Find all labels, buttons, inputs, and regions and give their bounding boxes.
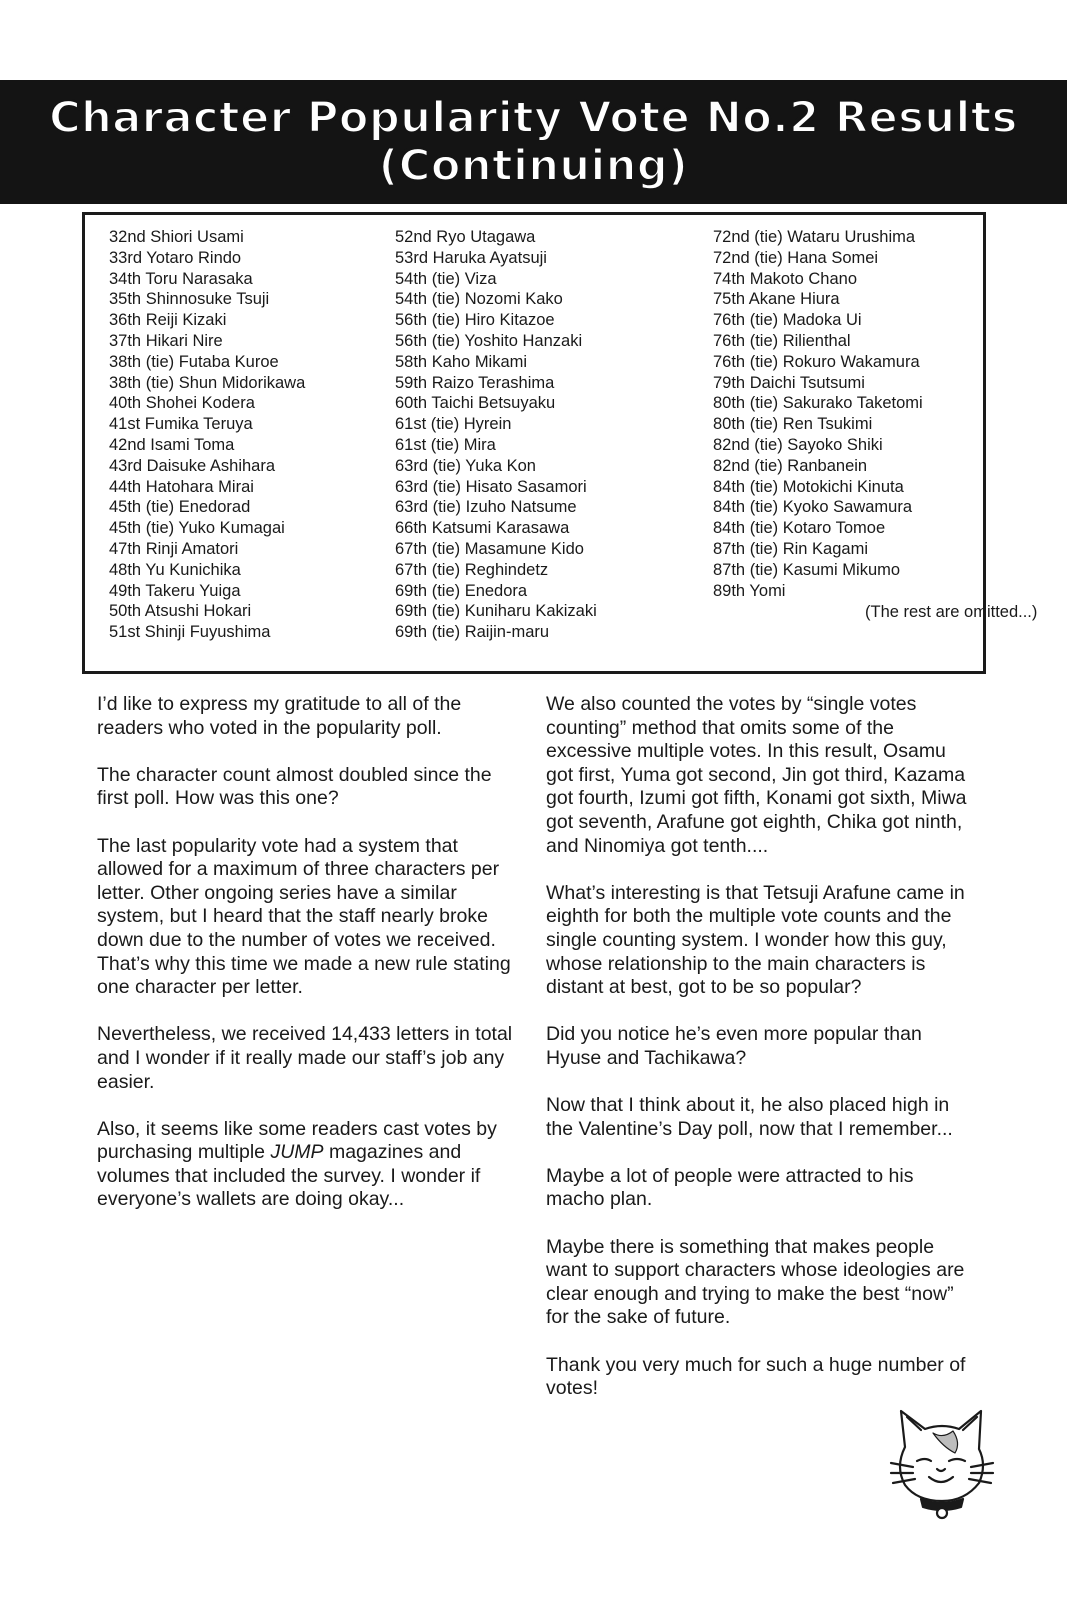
- ranking-entry: 63rd (tie) Hisato Sasamori: [395, 477, 587, 496]
- ranking-entry: 67th (tie) Masamune Kido: [395, 539, 584, 558]
- essay-right-column: [546, 693, 976, 1424]
- ranking-entry: 32nd Shiori Usami: [109, 228, 244, 246]
- essay-paragraph: [97, 1118, 517, 1212]
- essay-paragraph: Now that I think about it, he also placed high in the Valentine’s Day poll, now that I remember...: [546, 1094, 953, 1140]
- essay-text: magazines and volumes that included the survey. I wonder if everyone’s wallets are doing okay...: [97, 1141, 481, 1211]
- essay-paragraph: The character count almost doubled since the first poll. How was this one?: [97, 763, 492, 810]
- ranking-entry: 87th (tie) Rin Kagami: [713, 539, 868, 558]
- title-line-1: Character Popularity Vote No.2 Results: [49, 93, 1018, 143]
- ranking-entry: 38th (tie) Futaba Kuroe: [109, 352, 279, 371]
- ranking-entry: 51st Shinji Fuyushima: [109, 623, 271, 642]
- ranking-entry: 53rd Haruka Ayatsuji: [395, 248, 547, 267]
- ranking-entry: 54th (tie) Nozomi Kako: [395, 290, 563, 309]
- ranking-entry: 72nd (tie) Hana Somei: [713, 248, 879, 267]
- ranking-entry: 50th Atsushi Hokari: [109, 602, 252, 621]
- ranking-entry: 43rd Daisuke Ashihara: [109, 456, 276, 475]
- ranking-entry: 34th Toru Narasaka: [109, 269, 253, 288]
- ranking-entry: 58th Kaho Mikami: [395, 352, 528, 371]
- ranking-entry: 63rd (tie) Izuho Natsume: [395, 498, 577, 517]
- ranking-entry: 37th Hikari Nire: [109, 331, 223, 350]
- essay-paragraph: I’d like to express my gratitude to all of the readers who voted in the popularity poll.: [97, 693, 462, 739]
- essay-paragraph: Maybe a lot of people were attracted to his macho plan.: [546, 1164, 914, 1211]
- ranking-entry: 33rd Yotaro Rindo: [109, 248, 242, 267]
- ranking-entry: 45th (tie) Enedorad: [109, 498, 251, 517]
- ranking-entry: 74th Makoto Chano: [713, 269, 858, 288]
- ranking-entry: 40th Shohei Kodera: [109, 394, 255, 413]
- ranking-entry: 47th Rinji Amatori: [109, 539, 239, 558]
- essay-paragraph: Thank you very much for such a huge number of votes!: [546, 1353, 966, 1400]
- rankings-column-3: [713, 227, 923, 601]
- ranking-entry: 59th Raizo Terashima: [395, 373, 555, 392]
- ranking-entry: 44th Hatohara Mirai: [109, 477, 254, 496]
- ranking-entry: 82nd (tie) Sayoko Shiki: [713, 435, 883, 454]
- title-line-2: (Continuing): [378, 141, 689, 191]
- ranking-entry: 49th Takeru Yuiga: [109, 581, 241, 600]
- ranking-entry: 79th Daichi Tsutsumi: [713, 373, 865, 392]
- ranking-entry: 82nd (tie) Ranbanein: [713, 456, 868, 475]
- ranking-entry: 75th Akane Hiura: [713, 290, 840, 309]
- magazine-title: JUMP: [270, 1141, 324, 1164]
- ranking-entry: 38th (tie) Shun Midorikawa: [109, 373, 306, 392]
- ranking-entry: 76th (tie) Madoka Ui: [713, 311, 862, 330]
- ranking-entry: 76th (tie) Rilienthal: [713, 331, 851, 350]
- ranking-entry: 87th (tie) Kasumi Mikumo: [713, 560, 901, 579]
- rankings-column-1: [109, 227, 305, 643]
- ranking-entry: 84th (tie) Motokichi Kinuta: [713, 477, 904, 496]
- ranking-entry: 66th Katsumi Karasawa: [395, 519, 570, 538]
- essay-paragraph: What’s interesting is that Tetsuji Arafune came in eighth for both the multiple vote counts and the single counting system. I wonder how this guy, whose relationship to the main characters is distant at best, got to be so popular?: [546, 881, 965, 999]
- rankings-column-2: [395, 227, 597, 643]
- title-banner: [0, 80, 1067, 204]
- ranking-entry: 69th (tie) Kuniharu Kakizaki: [395, 602, 597, 621]
- ranking-entry: 42nd Isami Toma: [109, 435, 235, 454]
- ranking-entry: 63rd (tie) Yuka Kon: [395, 456, 536, 475]
- ranking-entry: 69th (tie) Raijin-maru: [395, 623, 550, 642]
- ranking-entry: 41st Fumika Teruya: [109, 415, 253, 434]
- essay-paragraph: Maybe there is something that makes people want to support characters whose ideologies are clear enough and trying to make the best “now” for the sake of future.: [546, 1235, 965, 1329]
- ranking-entry: 48th Yu Kunichika: [109, 560, 241, 579]
- ranking-entry: 56th (tie) Hiro Kitazoe: [395, 311, 555, 330]
- essay-paragraph: Nevertheless, we received 14,433 letters in total and I wonder if it really made our staff’s job any easier.: [97, 1023, 513, 1093]
- essay-paragraph: We also counted the votes by “single votes counting” method that omits some of the excessive multiple votes. In this result, Osamu got first, Yuma got second, Jin got third, Kazama got fourth, Izumi got fifth, Konami got sixth, Miwa got seventh, Arafune got eighth, Chika got ninth, and Ninomiya got tenth....: [546, 693, 967, 857]
- ranking-entry: 61st (tie) Hyrein: [395, 415, 512, 434]
- ranking-entry: 56th (tie) Yoshito Hanzaki: [395, 331, 583, 350]
- ranking-entry: 76th (tie) Rokuro Wakamura: [713, 352, 920, 371]
- ranking-entry: 84th (tie) Kyoko Sawamura: [713, 498, 913, 517]
- essay-paragraph: The last popularity vote had a system that allowed for a maximum of three characters per letter. Other ongoing series have a similar system, but I heard that the staff nearly broke down due to the number of votes we received. That’s why this time we made a new rule stating one character per letter.: [97, 834, 511, 999]
- ranking-entry: 69th (tie) Enedora: [395, 581, 528, 600]
- rankings-box: [82, 212, 1038, 674]
- ranking-entry: 61st (tie) Mira: [395, 435, 496, 454]
- essay-text: Also, it seems like some readers cast votes by purchasing multiple: [97, 1117, 497, 1164]
- ranking-entry: 84th (tie) Kotaro Tomoe: [713, 519, 886, 538]
- ranking-entry: 45th (tie) Yuko Kumagai: [109, 519, 285, 538]
- ranking-entry: 80th (tie) Ren Tsukimi: [713, 415, 873, 434]
- essay-left-paragraphs: [97, 693, 517, 1094]
- omitted-note: (The rest are omitted...): [865, 603, 1038, 621]
- ranking-entry: 52nd Ryo Utagawa: [395, 228, 536, 246]
- ranking-entry: 60th Taichi Betsuyaku: [395, 394, 556, 413]
- ranking-entry: 36th Reiji Kizaki: [109, 311, 227, 330]
- essay-left-column: [97, 693, 517, 1236]
- essay-paragraph: Did you notice he’s even more popular than Hyuse and Tachikawa?: [546, 1023, 922, 1069]
- ranking-entry: 54th (tie) Viza: [395, 269, 497, 288]
- ranking-entry: 35th Shinnosuke Tsuji: [109, 290, 270, 309]
- cat-mascot-icon: [887, 1403, 997, 1521]
- ranking-entry: 80th (tie) Sakurako Taketomi: [713, 394, 923, 413]
- ranking-entry: 89th Yomi: [713, 581, 786, 600]
- ranking-entry: 67th (tie) Reghindetz: [395, 560, 549, 579]
- page-title: [0, 94, 1067, 190]
- ranking-entry: 72nd (tie) Wataru Urushima: [713, 228, 916, 246]
